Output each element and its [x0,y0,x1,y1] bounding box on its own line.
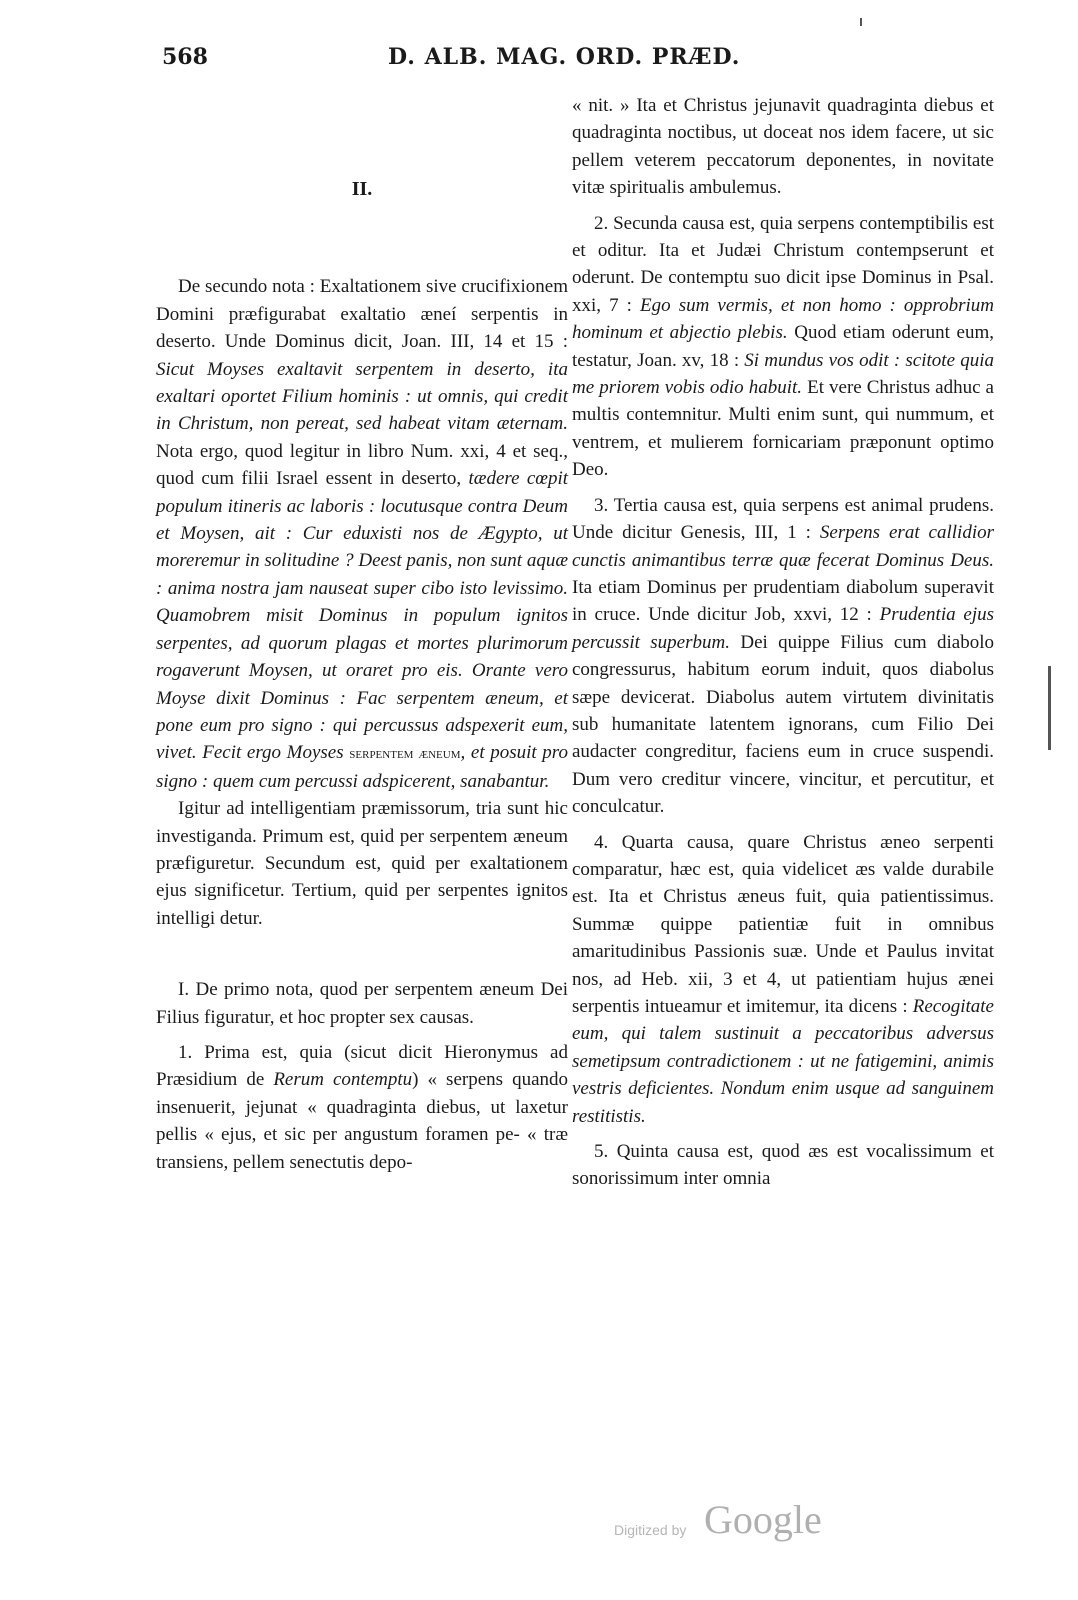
book-title: Rerum contemptu [273,1069,413,1091]
text-run: Dei quippe Filius cum diabolo congressurus, habitum eorum induit, quos diabolus sæpe devicerat. Diabolus autem virtutem divinitatis sub humanitate latentem ignorans, cum Filio Dei audacter congreditur, faciens eum in cruce suspendi. Dum vero creditur vincere, vincitur, et percutitur, et conculcatur. [572,631,994,818]
text-run: 1. Prima est, quia (sicut dicit Hieronymus ad Præsidium de [156,1041,568,1091]
paragraph [156,1039,568,1176]
page-header [0,44,1078,78]
paragraph: Igitur ad intelligentiam præmissorum, tria sunt hic investiganda. Primum est, quid per serpentem æneum præfiguretur. Secundum est, quid per exaltationem ejus significetur. Tertium, quid per serpentes ignitos intelligi detur. [156,798,568,929]
text-run: De secundo nota : Exaltationem sive crucifixionem Domini præfigurabat exaltatio æneí serpentis in deserto. Unde Dominus dicit, Joan. III, 14 et 15 : [156,276,568,353]
scripture-quote: Si mundus vos odit : scitote quia me priorem vobis odio habuit. [572,349,994,399]
scripture-quote: Recogitate eum, qui talem sustinuit a peccatoribus adversus semetipsum contradictionem : ut ne fatigemini, animis vestris deficientes. Nondum enim usque ad sanguinem restitistis. [572,996,994,1127]
paragraph [572,492,994,821]
paragraph [572,210,994,484]
text-run: Ita etiam Dominus per prudentiam diabolum superavit in cruce. Unde dicitur Job, xxvi, 12 : [572,576,994,626]
digitization-watermark [614,1496,844,1546]
google-logo: Google [704,1497,822,1542]
scripture-quote: , et posuit pro signo : quem cum percussi adspicerent, sanabantur. [156,742,568,792]
right-column [572,92,994,1193]
scan-mark [860,18,862,26]
text-run: ) « serpens quando insenuerit, jejunat « quadraginta diebus, ut laxetur pellis « ejus, et sic per angustum foramen pe- « træ transiens, pellem senectutis depo- [156,1069,568,1173]
text-run: Et vere Christus adhuc a multis contemnitur. Multi enim sunt, qui nummum, et ventrem, et mulierem fornicariam præponunt optimo Deo. [572,377,994,481]
paragraph: I. De primo nota, quod per serpentem æneum Dei Filius figuratur, et hoc propter sex causas. [156,979,568,1028]
scripture-quote: Prudentia ejus percussit superbum. [572,604,994,653]
scripture-quote: Serpens erat callidior cunctis animantibus terræ quæ fecerat Dominus Deus. [572,522,994,571]
page-number: 568 [162,44,208,70]
scripture-quote: tædere cœpit populum itineris ac laboris : locutusque contra Deum et Moysen, ait : Cur eduxisti nos de Ægypto, ut moreremur in solitudine ? Deest panis, non sunt aquæ : anima nostra jam nauseat super cibo isto levissimo. Quamobrem misit Dominus in populum ignitos serpentes, ad quorum plagas et mortes plurimorum rogaverunt Moysen, ut oraret pro eis. Orante vero Moyse dixit Dominus : Fac serpentem æneum, et pone eum pro signo : qui percussus adspexerit eum, vivet. Fecit ergo Moyses [156,468,569,764]
paragraph [156,273,568,795]
text-run: 2. Secunda causa est, quia serpens contemptibilis est et oditur. Ita et Judæi Christum contempserunt et oderunt. De contemptu suo dicit ipse Dominus in Psal. xxi, 7 : [572,212,994,316]
scripture-quote: Ego sum vermis, et non homo : opprobrium hominum et abjectio plebis. [572,294,995,344]
text-run: Quod etiam oderunt eum, testatur, Joan. xv, 18 : [572,322,994,371]
left-column [156,92,568,1176]
digitized-by-label: Digitized by [614,1522,687,1538]
text-run: 4. Quarta causa, quare Christus æneo serpenti comparatur, hæc est, quia videlicet æs valde durabile est. Ita et Christus æneus fuit, quia patientissimus. Summæ quippe patientiæ fuit in omnibus amaritudinibus Passionis suæ. Unde et Paulus invitat nos, ad Heb. xii, 3 et 4, ut patientiam hujus ænei serpentis intueamur et imitemur, ita dicens : [572,831,994,1017]
scripture-quote: Sicut Moyses exaltavit serpentem in deserto, ita exaltari oportet Filium hominis : ut omnis, qui credit in Christum, non pereat, sed habeat vitam æternam. [156,358,568,435]
small-caps-text: serpentem æneum [349,745,461,763]
running-title: D. ALB. MAG. ORD. PRÆD. [388,44,741,70]
text-run: Nota ergo, quod legitur in libro Num. xxi, 4 et seq., quod cum filii Israel essent in deserto, [156,440,568,490]
section-heading: II. [351,178,373,200]
scan-mark [1048,666,1051,750]
paragraph [572,829,994,1130]
paragraph: « nit. » Ita et Christus jejunavit quadraginta diebus et quadraginta noctibus, ut doceat nos idem facere, ut sic pellem veterem peccatorum deponentes, in novitate vitæ spiritualis ambulemus. [572,95,994,199]
paragraph: 5. Quinta causa est, quod æs est vocalissimum et sonorissimum inter omnia [572,1141,994,1190]
text-run: 3. Tertia causa est, quia serpens est animal prudens. Unde dicitur Genesis, III, 1 : [572,494,994,544]
